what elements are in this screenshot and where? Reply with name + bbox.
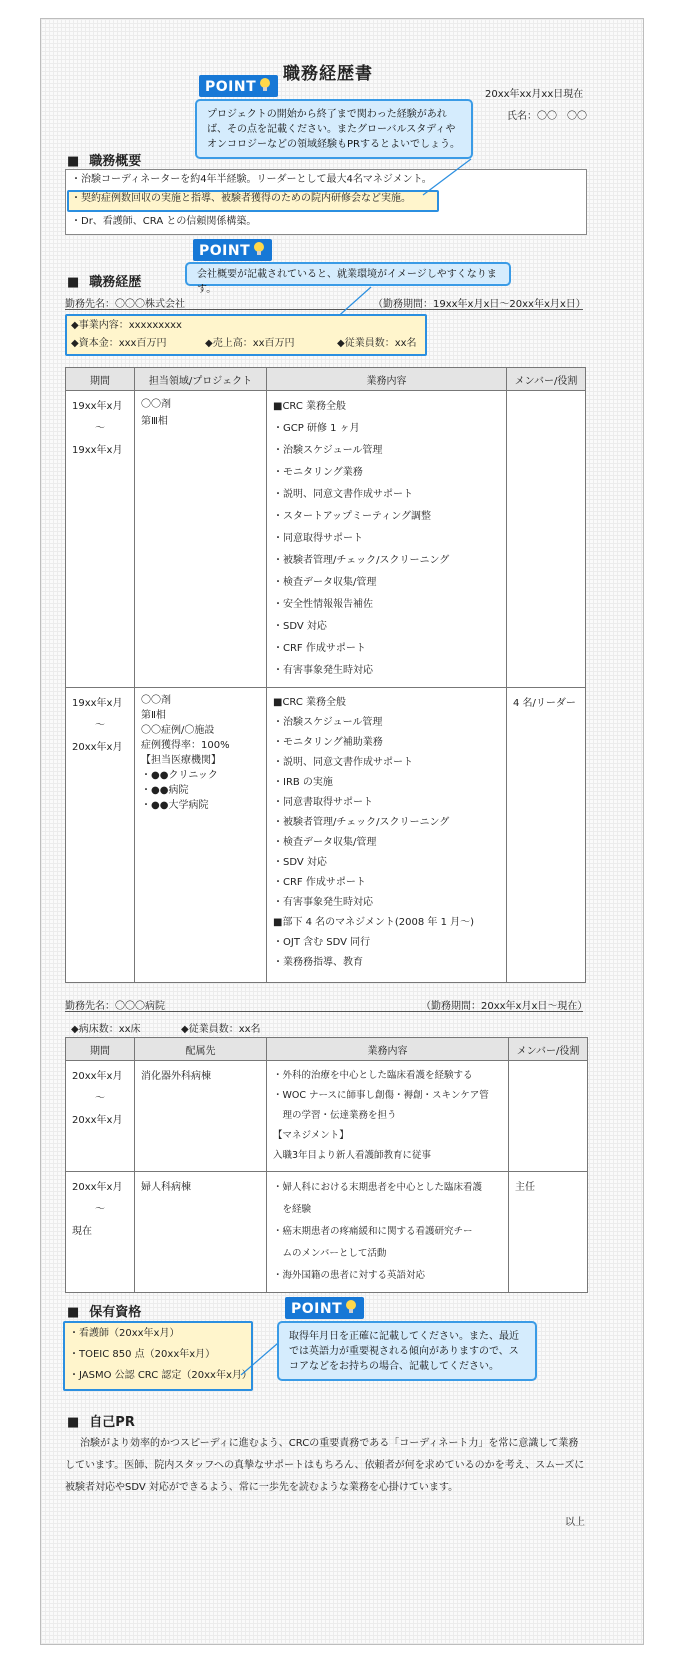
task-line: ・SDV 対応 (273, 621, 327, 632)
date-line: 20xx年xx月xx日現在 (485, 89, 584, 100)
lightbulb-icon (258, 77, 272, 93)
lightbulb-icon (344, 1299, 358, 1315)
summary-line-2: ・契約症例数回収の実施と指導、被験者獲得のための院内研修会など実施。 (71, 193, 411, 204)
summary-line-3: ・Dr、看護師、CRA との信頼関係構築。 (71, 216, 257, 227)
point-bubble-3: 取得年月日を正確に記載してください。また、最近では英語力が重要視される傾向がありますので、スコアなどをお持ちの場合、記載してください。 (277, 1321, 537, 1381)
task-line: ■CRC 業務全般 (273, 697, 347, 708)
period-tilde: ～ (95, 1204, 105, 1215)
role-cell (509, 1061, 588, 1172)
th-project: 担当領域/プロジェクト (135, 368, 267, 391)
dept-cell: 消化器外科病棟 (135, 1061, 267, 1172)
task-line: ■部下 4 名のマネジメント(2008 年 1 月～) (273, 917, 475, 928)
th-period: 期間 (66, 1038, 135, 1061)
project-line: 第Ⅱ相 (141, 710, 166, 721)
task-line: ・WOC ナースに師事し創傷・褥創・スキンケア管 (273, 1090, 489, 1101)
qualification-item: ・JASMO 公認 CRC 認定（20xx年x月） (69, 1370, 252, 1381)
task-line: ・外科的治療を中心とした臨床看護を経験する (273, 1070, 473, 1081)
task-line: ・検査データ収集/管理 (273, 837, 377, 848)
qualification-item: ・TOEIC 850 点（20xx年x月） (69, 1349, 216, 1360)
task-line: ・モニタリング補助業務 (273, 737, 383, 748)
company2-period: （勤務期間：20xx年x月x日～現在） (421, 1001, 588, 1012)
period-tilde: ～ (95, 1093, 105, 1104)
name-line: 氏名：〇〇 〇〇 (507, 111, 587, 122)
project-line: ・●●大学病院 (141, 800, 209, 811)
task-line: ・有害事象発生時対応 (273, 897, 373, 908)
th-tasks: 業務内容 (267, 1038, 509, 1061)
task-line: ・IRB の実施 (273, 777, 333, 788)
summary-line-1: ・治験コーディネーターを約4年半経験。リーダーとして最大4名マネジメント。 (71, 174, 432, 185)
pointer-line-1 (421, 157, 481, 199)
period-start: 19xx年x月 (72, 698, 123, 709)
task-line: ムのメンバーとして活動 (273, 1248, 387, 1259)
period-tilde: ～ (95, 423, 105, 434)
project-line: ・●●病院 (141, 785, 189, 796)
th-role: メンバー/役割 (507, 368, 586, 391)
company1-business: ◆事業内容：xxxxxxxxx (71, 320, 182, 331)
dept-cell: 婦人科病棟 (135, 1172, 267, 1293)
period-start: 20xx年x月 (72, 1182, 123, 1193)
task-line: ・検査データ収集/管理 (273, 577, 377, 588)
company2-employees: ◆従業員数：xx名 (181, 1024, 261, 1035)
task-line: 【マネジメント】 (273, 1130, 349, 1141)
period-end: 現在 (72, 1226, 92, 1237)
th-dept: 配属先 (135, 1038, 267, 1061)
task-line: ・安全性情報報告補佐 (273, 599, 373, 610)
company1-employees: ◆従業員数：xx名 (337, 338, 417, 349)
point-label: POINT (291, 1301, 343, 1317)
company1-capital: ◆資本金：xxx百万円 (71, 338, 167, 349)
task-line: ・癌末期患者の疼痛緩和に関する看護研究チー (273, 1226, 473, 1237)
company1-name: 勤務先名：〇〇〇株式会社 (65, 299, 185, 310)
point-bubble-2: 会社概要が記載されていると、就業環境がイメージしやすくなります。 (185, 262, 511, 286)
task-line: ・同意書取得サポート (273, 797, 373, 808)
company2-beds: ◆病床数：xx床 (71, 1024, 141, 1035)
project-line: 〇〇症例/〇施設 (141, 725, 215, 736)
task-line: ・CRF 作成サポート (273, 643, 366, 654)
task-line: ・SDV 対応 (273, 857, 327, 868)
task-line: ・有害事象発生時対応 (273, 665, 373, 676)
company1-sales: ◆売上高：xx百万円 (205, 338, 295, 349)
project-line: 第Ⅲ相 (141, 416, 168, 427)
role-cell: 4 名/リーダー (507, 688, 586, 983)
task-line: を経験 (273, 1204, 312, 1215)
pr-heading: ■ 自己PR (67, 1411, 135, 1430)
task-line: 入職3年目より新人看護師教育に従事 (273, 1150, 432, 1161)
point-label: POINT (199, 243, 251, 259)
project-line: 症例獲得率：100% (141, 740, 230, 751)
qualifications-list (69, 1323, 252, 1386)
project-line: 【担当医療機関】 (141, 755, 221, 766)
company1-period: （勤務期間：19xx年x月x日～20xx年x月x日） (373, 299, 586, 310)
task-line: ・モニタリング業務 (273, 467, 363, 478)
table-row (66, 1172, 588, 1293)
task-line: ・OJT 含む SDV 同行 (273, 937, 371, 948)
role-cell: 主任 (509, 1172, 588, 1293)
table-row (66, 391, 586, 688)
task-line: ・被験者管理/チェック/スクリーニング (273, 555, 450, 566)
task-line: ・業務務指導、教育 (273, 957, 363, 968)
task-line: ・治験スケジュール管理 (273, 717, 383, 728)
point-tag-2 (193, 239, 272, 261)
task-line: ・婦人科における末期患者を中心とした臨床看護 (273, 1182, 483, 1193)
qualification-item: ・看護師（20xx年x月） (69, 1328, 180, 1339)
point-tag-1 (199, 75, 278, 97)
task-line: 理の学習・伝達業務を担う (273, 1110, 397, 1121)
task-line: ・被験者管理/チェック/スクリーニング (273, 817, 450, 828)
summary-heading: ■ 職務概要 (67, 150, 141, 169)
project-line: 〇〇剤 (141, 695, 171, 706)
page-title: 職務経歴書 (283, 64, 373, 84)
lightbulb-icon (252, 241, 266, 257)
th-role: メンバー/役割 (509, 1038, 588, 1061)
point-label: POINT (205, 79, 257, 95)
table-row (66, 1061, 588, 1172)
project-line: ・●●クリニック (141, 770, 218, 781)
task-line: ■CRC 業務全般 (273, 401, 347, 412)
period-end: 19xx年x月 (72, 445, 123, 456)
pr-text: 治験がより効率的かつスピーディに進むよう、CRCの重要責務である「コーディネート力」を常に意識して業務しています。医師、院内スタッフへの真摯なサポートはもちろん、依頼者が何を求めているのかを考え、スムーズに被験者対応やSDV 対応ができるよう、常に一歩先を読むような業務を心掛けています。 (65, 1438, 585, 1493)
career-table-1 (65, 367, 586, 983)
role-cell (507, 391, 586, 688)
period-start: 20xx年x月 (72, 1071, 123, 1082)
task-line: ・CRF 作成サポート (273, 877, 366, 888)
period-tilde: ～ (95, 720, 105, 731)
period-end: 20xx年x月 (72, 1115, 123, 1126)
th-period: 期間 (66, 368, 135, 391)
project-line: 〇〇剤 (141, 399, 171, 410)
company2-name: 勤務先名：〇〇〇病院 (65, 1001, 165, 1012)
point-bubble-1: プロジェクトの開始から終了まで関わった経験があれば、その点を記載ください。またグローバルスタディやオンコロジーなどの領域経験もPRするとよいでしょう。 (195, 99, 473, 159)
th-tasks: 業務内容 (267, 368, 507, 391)
qualifications-heading: ■ 保有資格 (67, 1301, 141, 1320)
period-start: 19xx年x月 (72, 401, 123, 412)
period-end: 20xx年x月 (72, 742, 123, 753)
task-line: ・治験スケジュール管理 (273, 445, 383, 456)
closing-text: 以上 (565, 1517, 585, 1528)
task-line: ・同意取得サポート (273, 533, 363, 544)
point-tag-3 (285, 1297, 364, 1319)
task-line: ・説明、同意文書作成サポート (273, 489, 413, 500)
table-row (66, 688, 586, 983)
task-line: ・スタートアップミーティング調整 (273, 511, 431, 522)
task-line: ・GCP 研修 1 ヶ月 (273, 423, 360, 434)
resume-page (40, 18, 644, 1645)
career-heading: ■ 職務経歴 (67, 271, 141, 290)
career-table-2 (65, 1037, 588, 1293)
task-line: ・海外国籍の患者に対する英語対応 (273, 1270, 426, 1281)
task-line: ・説明、同意文書作成サポート (273, 757, 413, 768)
